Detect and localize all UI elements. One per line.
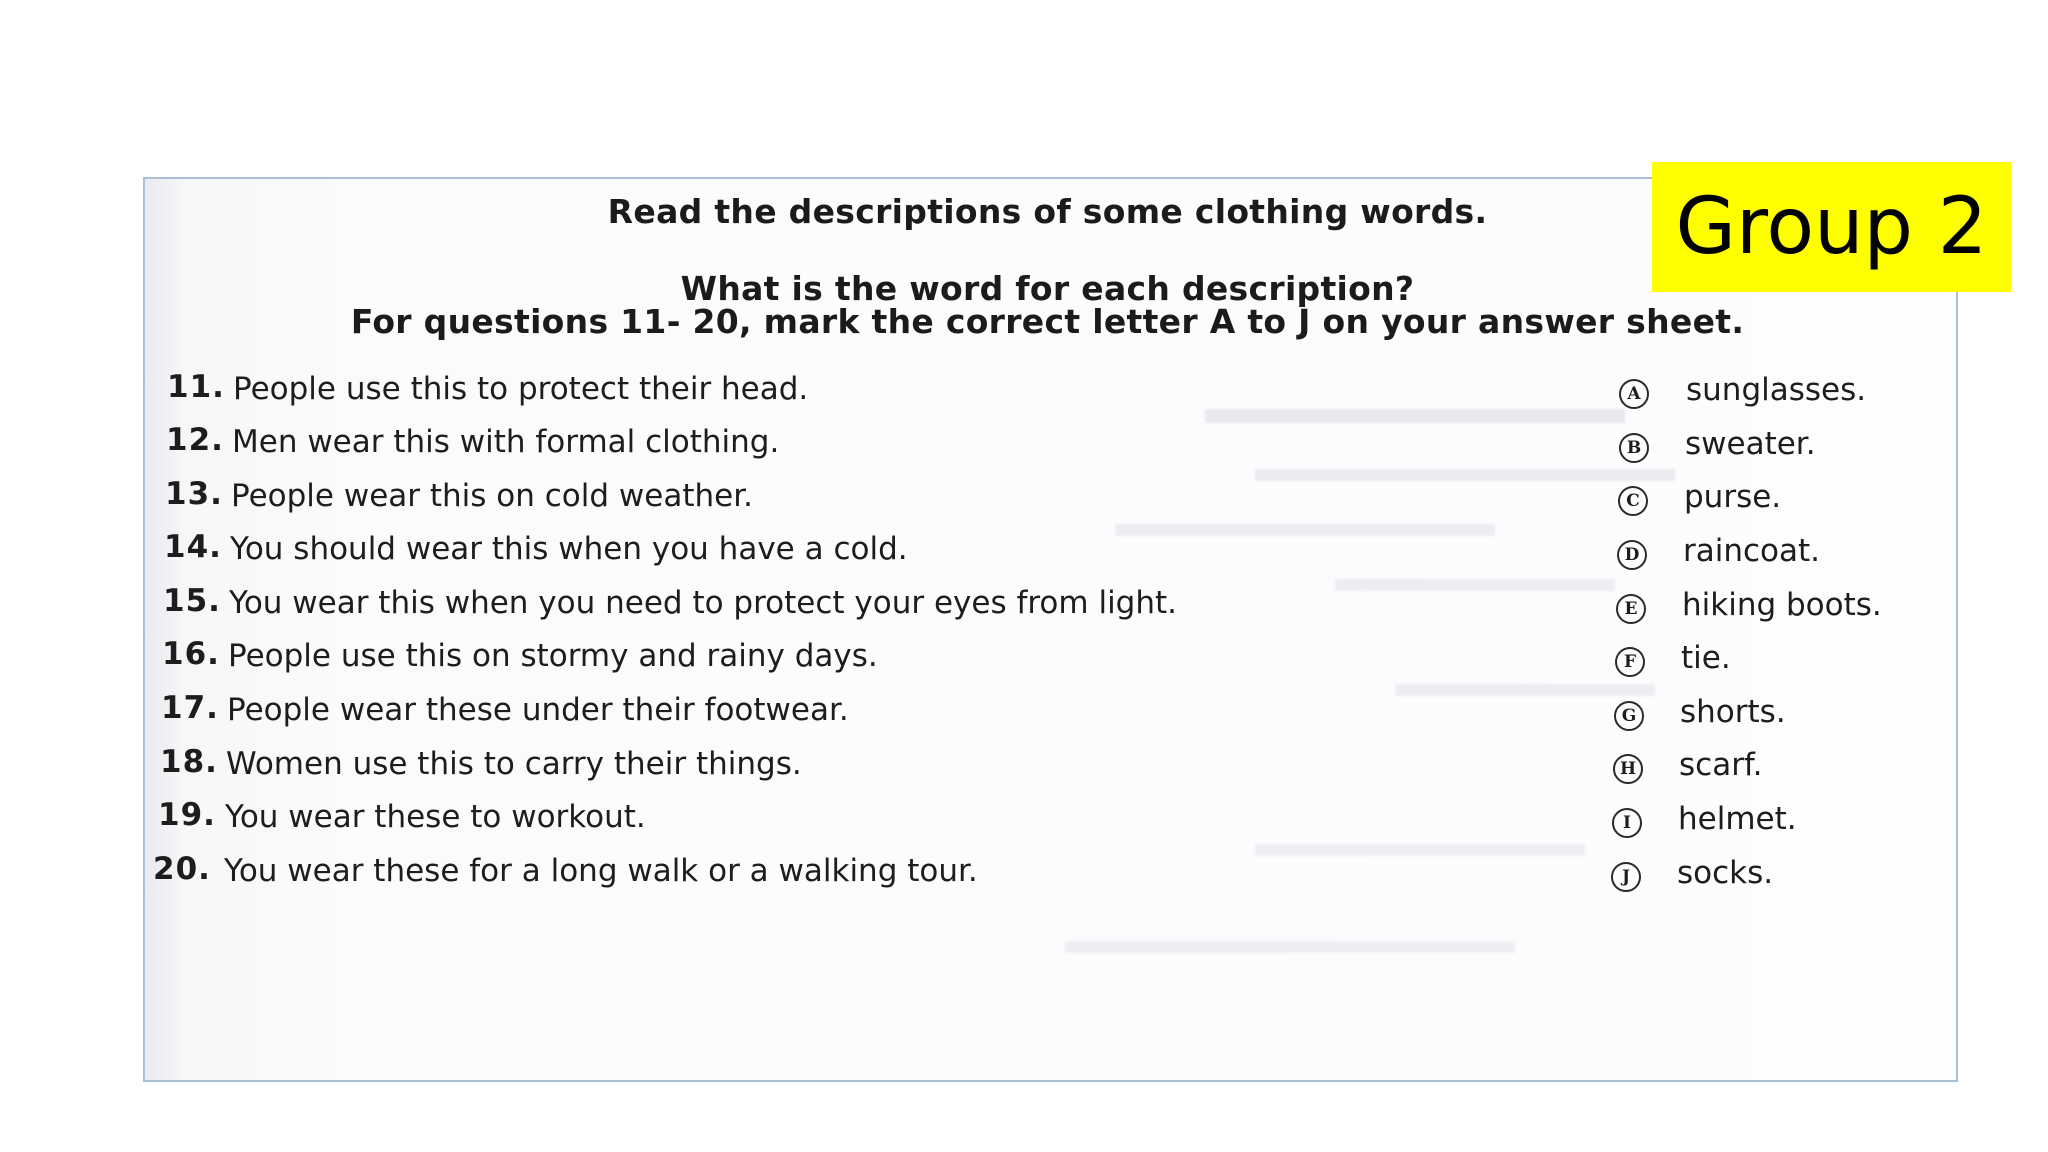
question-number: 16. [162,636,220,672]
question-text: People use this to protect their head. [233,371,809,407]
option-letter-circle: D [1617,540,1647,570]
question-text: You should wear this when you have a cold. [230,531,908,567]
group-label-badge: Group 2 [1652,162,2011,292]
question-text: You wear these to workout. [225,799,646,835]
option-word: tie. [1681,640,1731,676]
option-word: hiking boots. [1682,587,1882,623]
option-letter-circle: C [1618,486,1648,516]
question-number: 17. [161,690,219,726]
option-letter-circle: A [1619,379,1649,409]
option-word: socks. [1677,855,1774,891]
question-text: People wear this on cold weather. [231,478,753,514]
option-letter-circle: E [1616,594,1646,624]
option-word: purse. [1684,479,1782,515]
question-number: 12. [166,422,224,458]
option-word: raincoat. [1683,533,1821,569]
question-number: 19. [158,797,216,833]
question-text: You wear these for a long walk or a walking tour. [224,853,978,889]
question-number: 13. [165,476,223,512]
option-letter-circle: F [1615,647,1645,677]
question-number: 18. [160,744,218,780]
question-number: 14. [164,529,222,565]
question-number: 20. [153,851,211,887]
option-letter-circle: J [1611,862,1641,892]
option-letter-circle: I [1612,808,1642,838]
option-word: shorts. [1680,694,1786,730]
question-text: People use this on stormy and rainy days. [228,638,878,674]
question-text: Men wear this with formal clothing. [232,424,780,460]
option-word: sweater. [1685,426,1816,462]
option-word: sunglasses. [1686,372,1867,408]
instruction-line-3: For questions 11- 20, mark the correct letter A to J on your answer sheet. [350,302,1745,341]
question-number: 11. [167,369,225,405]
option-letter-circle: G [1614,701,1644,731]
question-text: People wear these under their footwear. [227,692,849,728]
option-word: scarf. [1679,747,1763,783]
bleed-through-artifact [1065,941,1515,953]
option-letter-circle: H [1613,754,1643,784]
option-letter-circle: B [1619,433,1649,463]
question-text: Women use this to carry their things. [226,746,802,782]
question-number: 15. [163,583,221,619]
option-word: helmet. [1678,801,1797,837]
question-text: You wear this when you need to protect your eyes from light. [229,585,1178,621]
scanned-worksheet [143,177,1958,1082]
instruction-line-2: What is the word for each description? [680,269,1415,308]
instruction-line-1: Read the descriptions of some clothing words. [607,192,1488,231]
